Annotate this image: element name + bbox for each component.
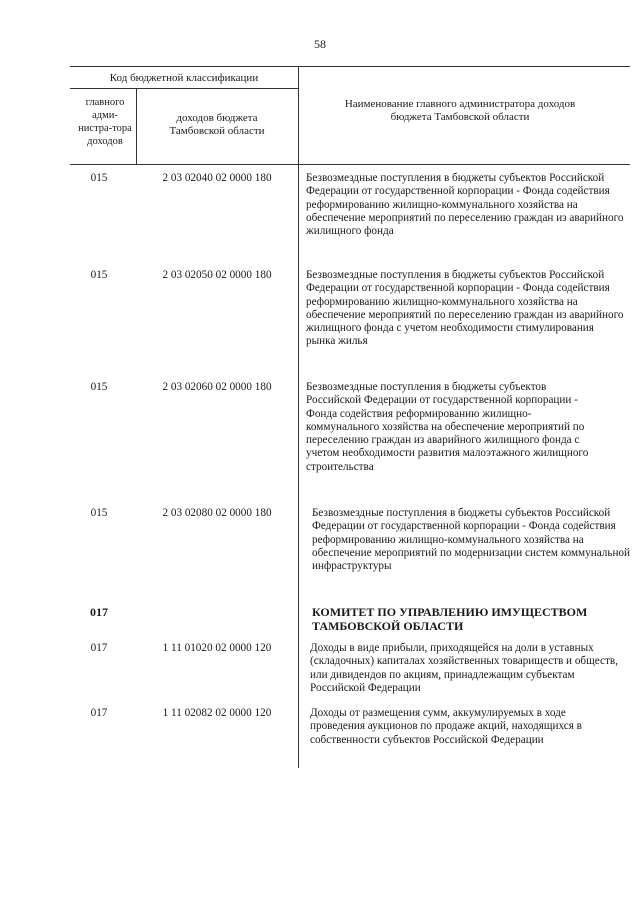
- budget-code-cell: 2 03 02060 02 0000 180: [162, 381, 272, 393]
- description-cell: Безвозмездные поступления в бюджеты субъектов Российской Федерации от государственной корпорации - Фонда содействия реформированию жилищно-коммунального хозяйства на обеспечение мероприятий по переселению граждан из аварийного жилищного фонда с учетом необходимости развития малоэтажного жилищного строительства: [306, 381, 589, 473]
- column-divider-2: [298, 66, 299, 768]
- admin-code-cell: 017: [90, 642, 108, 654]
- description-cell: Доходы от размещения сумм, аккумулируемых в ходе проведения аукционов по продаже акций, находящихся в собственности субъектов Российской Федерации: [310, 707, 582, 746]
- description-cell: Безвозмездные поступления в бюджеты субъектов Российской Федерации от государственной корпорации - Фонда содействия реформированию жилищно-коммунального хозяйства на обеспечение мероприятий по переселению граждан из аварийного жилищного фонда: [306, 172, 624, 238]
- description-cell: Доходы в виде прибыли, приходящейся на доли в уставных (складочных) капиталах хозяйственных товариществ и обществ, или дивидендов по акциям, принадлежащим субъектам Российской Федерации: [310, 642, 618, 694]
- admin-code-cell: 015: [90, 381, 108, 393]
- header-top-rule: [70, 66, 630, 67]
- name-column-header: Наименование главного администратора доходов бюджета Тамбовской области: [344, 98, 576, 123]
- revenue-column-header: доходов бюджета Тамбовской области: [169, 112, 265, 137]
- page-number: 58: [314, 37, 326, 51]
- header-bottom-rule: [70, 164, 630, 165]
- budget-code-cell: 1 11 02082 02 0000 120: [162, 707, 272, 719]
- description-cell: Безвозмездные поступления в бюджеты субъектов Российской Федерации от государственной корпорации - Фонда содействия реформированию жилищно-коммунального хозяйства на обеспечение мероприятий по переселению граждан из аварийного жилищного фонда с учетом необходимости стимулирования рынка жилья: [306, 269, 624, 348]
- admin-code-cell: 015: [90, 269, 108, 281]
- admin-code-cell: 015: [90, 172, 108, 184]
- description-cell: Безвозмездные поступления в бюджеты субъектов Российской Федерации от государственной корпорации - Фонда содействия реформированию жилищно-коммунального хозяйства на обеспечение мероприятий по модернизации систем коммунальной инфраструктуры: [312, 507, 631, 573]
- budget-code-cell: 2 03 02040 02 0000 180: [162, 172, 272, 184]
- budget-code-cell: 2 03 02050 02 0000 180: [162, 269, 272, 281]
- admin-code-cell: 017: [90, 707, 108, 719]
- column-divider-1: [136, 88, 137, 164]
- admin-code-cell: 015: [90, 507, 108, 519]
- header-group-rule: [70, 88, 298, 89]
- admin-code-cell: 017: [90, 605, 108, 619]
- budget-code-cell: 2 03 02080 02 0000 180: [162, 507, 272, 519]
- budget-code-cell: 1 11 01020 02 0000 120: [162, 642, 272, 654]
- section-heading: КОМИТЕТ ПО УПРАВЛЕНИЮ ИМУЩЕСТВОМ ТАМБОВСКОЙ ОБЛАСТИ: [312, 605, 588, 633]
- admin-column-header: главного адми-нистра-тора доходов: [78, 97, 132, 147]
- code-group-header: Код бюджетной классификации: [109, 72, 259, 84]
